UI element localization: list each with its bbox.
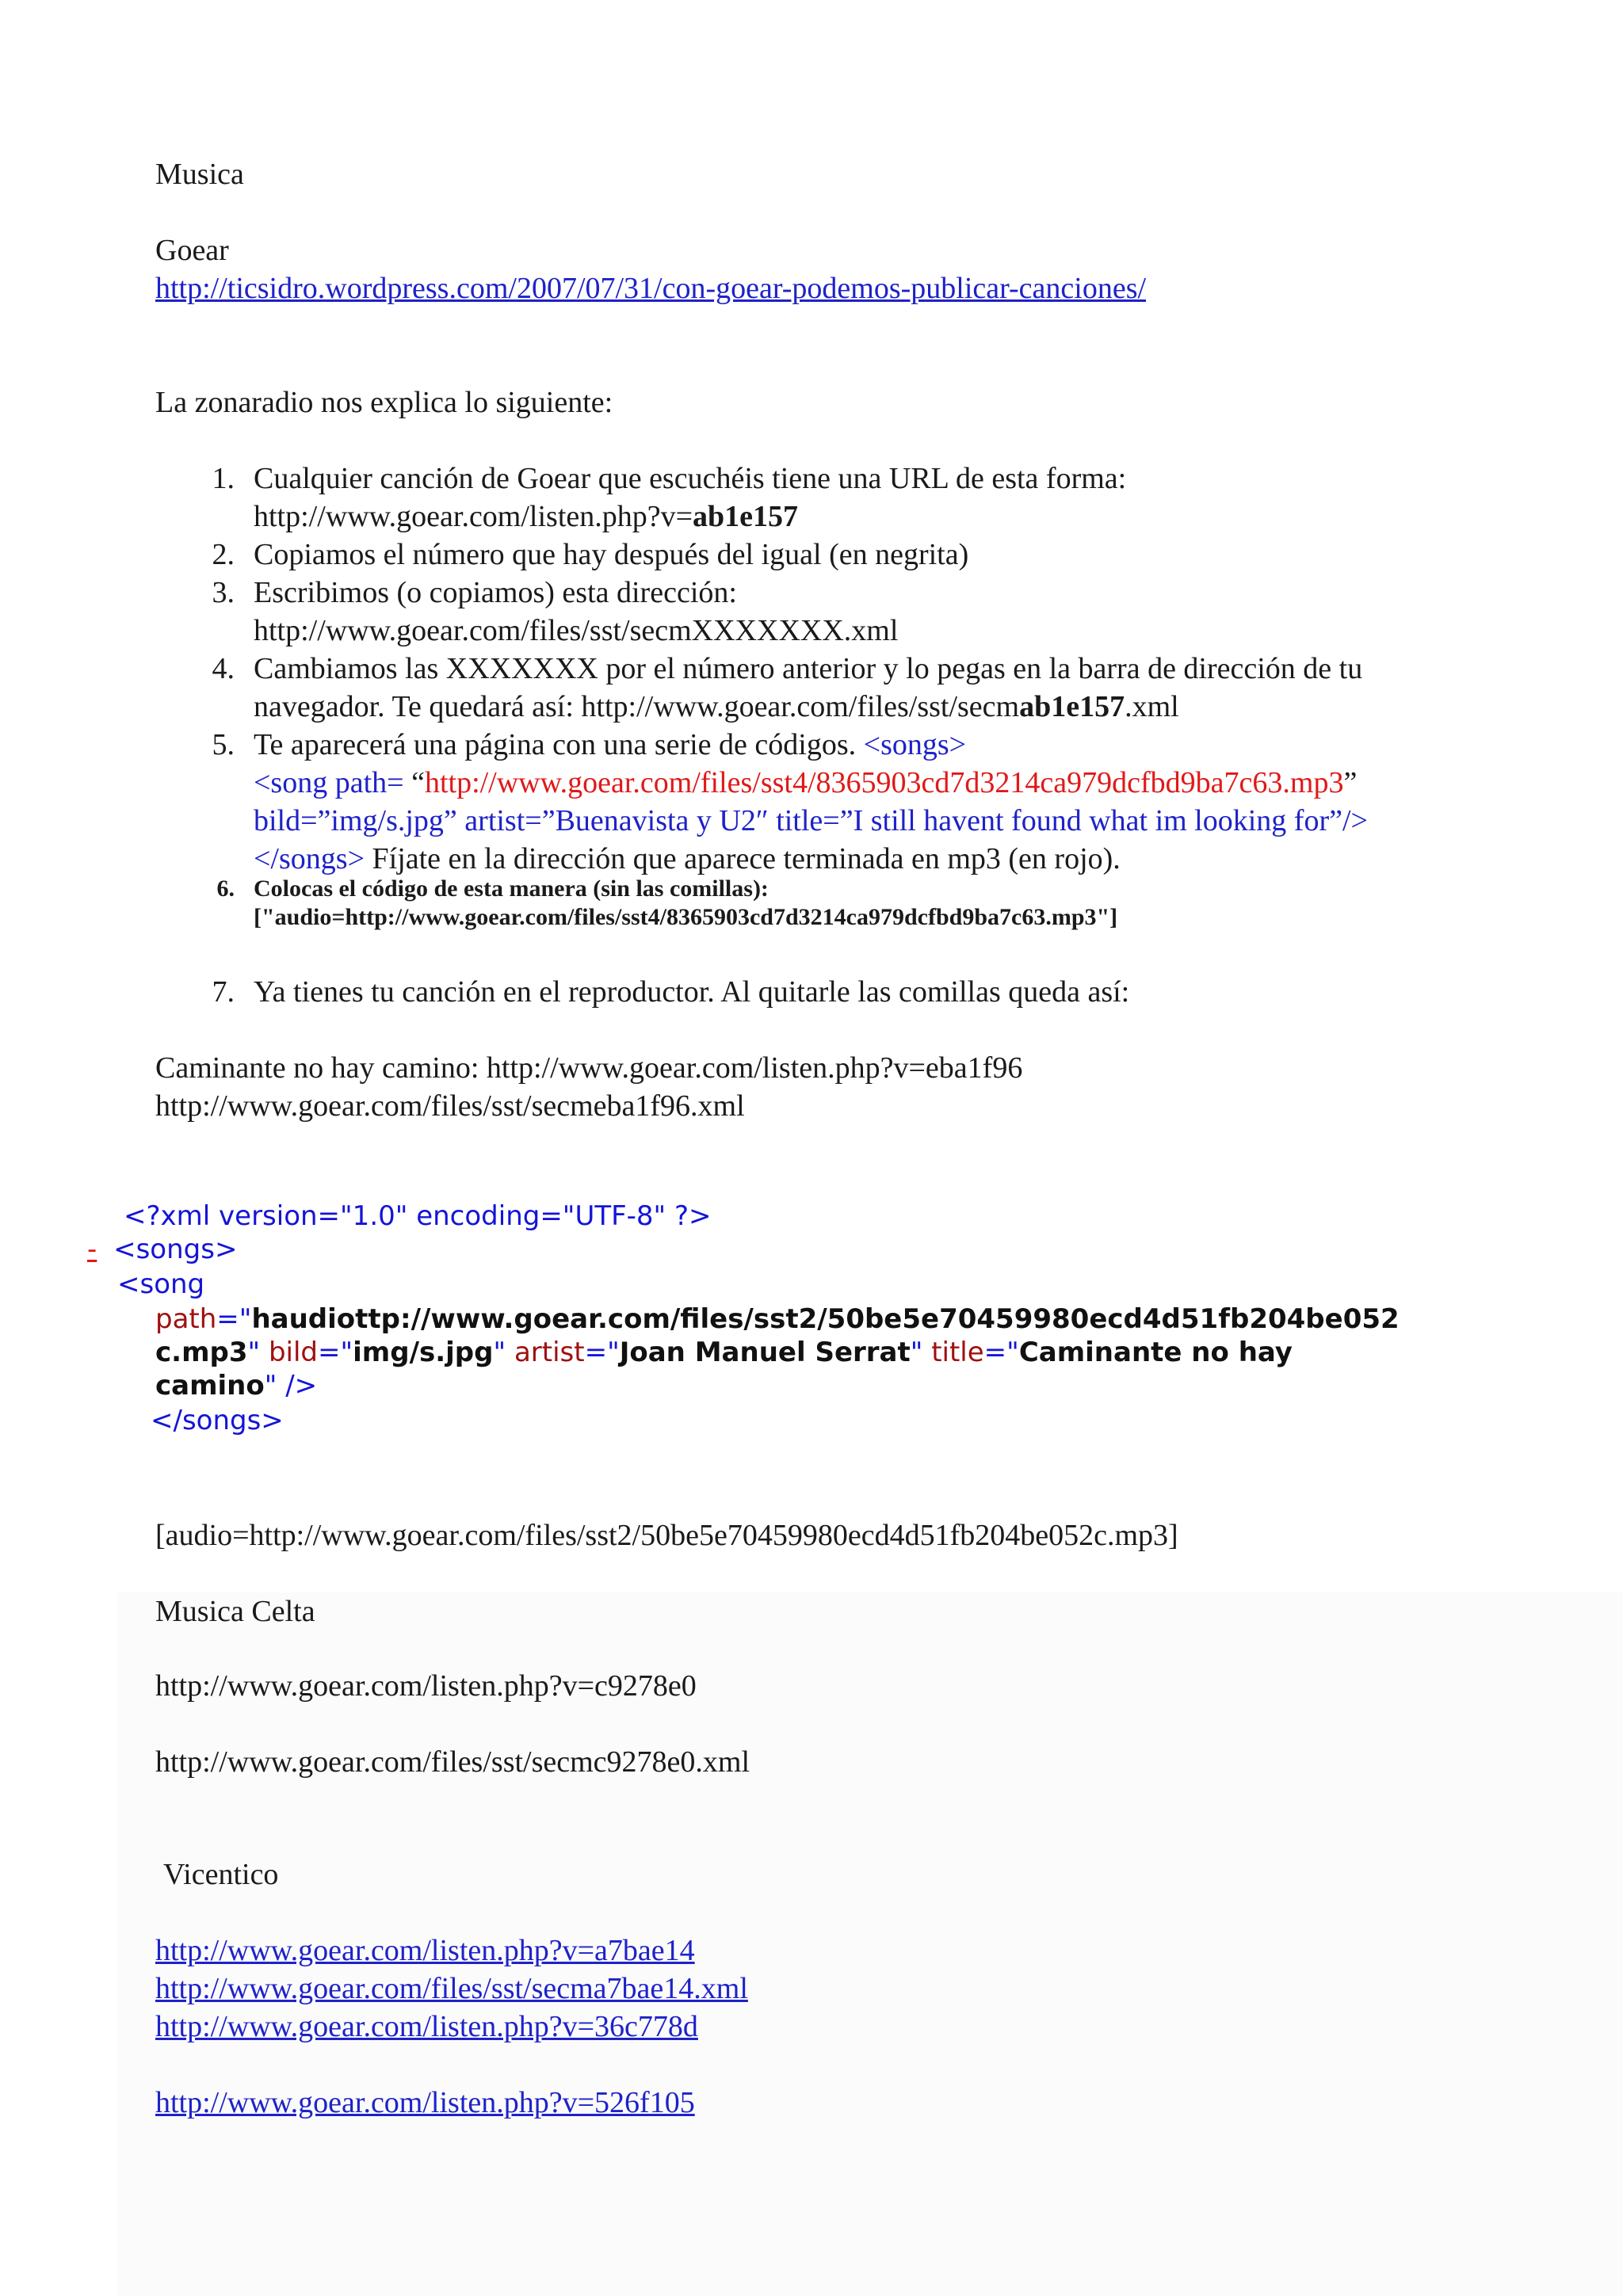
xml-song-attrs-line2: c.mp3" bild="img/s.jpg" artist="Joan Manuel Serrat" title="Caminante no hay [155, 1337, 1293, 1368]
celta-label: Musica Celta [155, 1595, 315, 1628]
xml-declaration: <?xml version="1.0" encoding="UTF-8" ?> [124, 1200, 712, 1232]
caminante-xml-line: http://www.goear.com/files/sst/secmeba1f96.xml [155, 1089, 745, 1123]
celta-xml-url: http://www.goear.com/files/sst/secmc9278e0.xml [155, 1745, 750, 1779]
mp3-url-red: http://www.goear.com/files/sst4/8365903cd7d3214ca979dcfbd9ba7c63.mp3 [424, 766, 1344, 799]
xml-song-attrs-line1: path="haudiottp://www.goear.com/files/sst2/50be5e70459980ecd4d51fb204be052 [155, 1303, 1400, 1335]
celta-listen-url: http://www.goear.com/listen.php?v=c9278e0 [155, 1669, 697, 1703]
vicentico-link-1[interactable]: http://www.goear.com/listen.php?v=a7bae14 [155, 1934, 695, 1967]
xml-songs-open-line: - <songs> [87, 1234, 238, 1265]
audio-code: [audio=http://www.goear.com/files/sst2/50be5e70459980ecd4d51fb204be052c.mp3] [155, 1519, 1178, 1552]
vicentico-link-3[interactable]: http://www.goear.com/listen.php?v=36c778d [155, 2010, 698, 2043]
xml-songs-close: </songs> [151, 1405, 284, 1436]
xml-song-open: <song [117, 1268, 205, 1300]
page-heading: Musica [155, 158, 244, 191]
goear-tutorial-link[interactable]: http://ticsidro.wordpress.com/2007/07/31/con-goear-podemos-publicar-canciones/ [155, 272, 1147, 305]
caminante-line: Caminante no hay camino: http://www.goear.com/listen.php?v=eba1f96 [155, 1051, 1023, 1085]
intro-text: La zonaradio nos explica lo siguiente: [155, 386, 613, 419]
vicentico-link-2[interactable]: http://www.goear.com/files/sst/secma7bae14.xml [155, 1972, 748, 2005]
vicentico-label: Vicentico [163, 1858, 279, 1891]
collapse-toggle[interactable]: - [87, 1234, 97, 1265]
xml-song-attrs-line3: camino" /> [155, 1370, 318, 1402]
goear-label: Goear [155, 234, 229, 267]
vicentico-link-4[interactable]: http://www.goear.com/listen.php?v=526f105 [155, 2086, 695, 2119]
document-page: Musica Goear http://ticsidro.wordpress.com/2007/07/31/con-goear-podemos-publicar-canciones/ La zonaradio nos explica lo siguiente: 1. Cualquier canción de Goear que escuchéis tiene una URL de esta forma: http://www.goear.com/listen.php?v=ab1e157 2. Copiamos el número que hay después del igual (en negrita) 3. Escribimos (o copiamos) esta dirección: http://www.goear.com/files/sst/secmXXXXXXX.xml 4. Cambiamos las XXXXXXX por el número anterior y lo pegas en la barra de dirección de tu navegador. Te quedará así: http://www.goear.com/files/sst/secmab1e157.xml 5. Te aparecerá una página con una serie de códigos. <songs> <song path= “http://www.goear.com/files/sst4/8365903cd7d3214ca979dcfbd9ba7c63.mp3” bild=”img/s.jpg” artist=”Buenavista y U2″ title=”I still havent found what im looking for”/> </songs> Fíjate en la dirección que aparece terminada en mp3 (en rojo). 6. Colocas el código de esta manera (sin las comillas): ["audio=http://www.goear.com/files/sst4/8365903cd7d3214ca979dcfbd9ba7c63.mp3"] 7. Ya tienes tu canción en el reproductor. Al quitarle las comillas queda así: Caminante no hay camino: http://www.goear.com/listen.php?v=eba1f96 http://www.goear.com/files/sst/secmeba1f96.xml <?xml version="1.0" encoding="UTF-8" ?> - <songs> <song path="haudiottp://www.goear.com/files/sst2/50be5e70459980ecd4d51fb204be052 c.mp3" bild="img/s.jpg" artist="Joan Manuel Serrat" title="Caminante no hay camino" /> </songs> [audio=http://www.goear.com/files/sst2/50be5e70459980ecd4d51fb204be052c.mp3] Musica Celta http://www.goear.com/listen.php?v=c9278e0 http://www.goear.com/files/sst/secmc9278e0.xml Vicentico http://www.goear.com/listen.php?v=a7bae14 http://www.goear.com/files/sst/secma7bae14.xml http://www.goear.com/listen.php?v=36c778d http://www.goear.com/listen.php?v=526f105 [0, 0, 1623, 2296]
